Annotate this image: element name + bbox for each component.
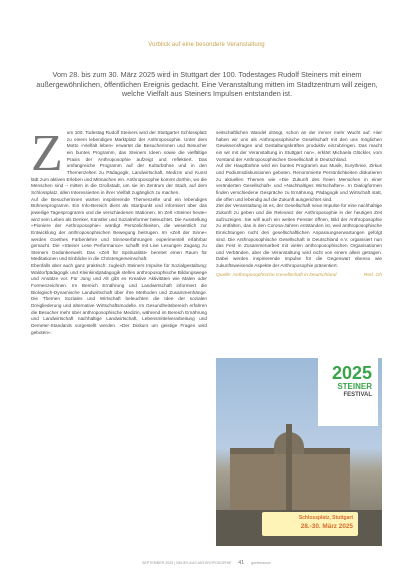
author: Red. Gh bbox=[363, 272, 382, 278]
paragraph: Ebenfalls aber auch ganz praktisch: zugleich Steiners Impulse für Sozialgestaltung: Waldorfpädagogik und Kleinkindpädagogik stellen anthroposophische Bildungswege und Ansätze vor. Für Jung und Alt gibt es Kreative Aktivitäten wie Malen oder Formenzeichnen. Im Bereich Ernährung und Landwirtschaft informiert die Biologisch-Dynamische Landwirtschaft über ihre Methoden und Zusammenhänge. Die Themen Soziales und Wirtschaft beleuchten die Idee der sozialen Dreigliederung und alternative Wirtschaftsmodelle. Im Gesundheitsbereich erfahren die Besucher mehr über anthroposophische Medizin, während im Bereich Ernährung und Landwirtschaft nachhaltige Landwirtschaft, Lebensmittelverarbeitung und Demeter-Standards vorgestellt werden. »Der Diskurs um geistige Fragen wird geboten«. bbox=[31, 263, 207, 335]
banner-place: Schlossplatz, Stuttgart bbox=[298, 515, 353, 521]
kicker: Vorblick auf eine besondere Veranstaltung bbox=[148, 42, 265, 48]
text-column-right bbox=[216, 130, 382, 279]
event-banner bbox=[262, 512, 358, 536]
festival-badge bbox=[318, 358, 378, 426]
column-monument bbox=[286, 424, 292, 510]
badge-name: STEINER bbox=[337, 382, 372, 391]
festival-photo bbox=[216, 358, 382, 546]
badge-festival: FESTIVAL bbox=[343, 392, 372, 398]
paragraph: Ziel der Veranstaltung ist es, der Gesellschaft neue Impulse für eine nachhaltige Zukunft zu geben und die Relevanz der Anthroposophie in der heutigen Zeit aufzuzeigen. Sie will auch ein weites Fenster öffnen, Bild der Anthroposophie zu entfalten, das in den Corona-Jahren entstanden ist, weil anthroposophische Einrichtungen nicht den gesellschaftlichen Anpassungserwartungen gefolgt sind. Die Anthroposophische Gesellschaft in Deutschland e.V. organisiert nun das Fest in Zusammenarbeit mit vielen anthroposophischen Organisationen und Verbänden, aber die Veranstaltung wird nicht von einem allein getragen. Dabei werden inspirierende Impulse für die Gegenwart ebenso wie zukunftsweisende Aspekte der Anthroposophie präsentiert. bbox=[216, 203, 382, 269]
paragraph: um 100. Todestag Rudolf Steiners wird der Stuttgarter Schlossplatz zu einem lebendigen Marktplatz der Anthroposophie. Unter dem Motto »Vielfalt leben« erwartet die Besucherinnen und Besucher ein buntes Programm, das Steiners Ideen sowie die vielfältige Praxis der Anthroposophie aufzeigt und reflektiert. Das umfangreiche Programm auf der Kulturbühne und in den Themenzelten zu Pädagogik, Landwirtschaft, Medizin und Kunst lädt zum aktiven Erleben und Mitmachen ein. Anthroposophie kommt dorthin, wo die Menschen sind – mitten in die Großstadt, um sie im Zentrum der Stadt, auf dem Schlossplatz, allen Interessierten in ihrer Vielfalt zugänglich zu machen. bbox=[31, 130, 207, 195]
source-line bbox=[216, 273, 382, 280]
paragraph: Auf der Hauptbühne wird ein buntes Programm aus Musik, Eurythmie, Zirkus und Podiumsdiskussionen geboten. Renommierte Persönlichkeiten diskutieren zu aktuellen Themen wie »Die Zukunft des freien Menschen in einer veränderten Gesellschaft« und »Nachhaltiges Wirtschaften«. In Dialogformen finden verschiedene Gespräche zu Ernährung, Pädagogik und Wirtschaft statt, die offen und lebendig auf die Zukunft ausgerichtet sind. bbox=[216, 163, 382, 202]
footer-right: goetheanum bbox=[250, 561, 271, 565]
paragraph: Auf die Besucherinnen warten inspirierende Themenzelte und ein lebendiges Bühnenprogramm. Ein Info-Bereich dient als Startpunkt und informiert über das jeweilige Tagesprogramm und die verschiedenen Stationen. Im Zelt »Steiner heute« wird sein Leben als Denker, Künstler und Sozialreformer beleuchtet. Die Ausstellung »Pioniere der Anthroposophie« würdigt Persönlichkeiten, die wesentlich zur Entwicklung der anthroposophischen Bewegung beitrugen. Im »Zelt der Sinne« werden Goethes Farbenlehre und Sinneserfahrungen experimentell erfahrbar gemacht. Die »Steiner Lese Performance« schafft mit Live Lesungen Zugang zu Steiners Gedankenwelt. Das »Zelt für Spiritualität« bereitet einen Raum für Meditationen und Einblicke in die Christengemeinschaft. bbox=[31, 196, 207, 262]
lead-paragraph: Vom 28. bis zum 30. März 2025 wird in Stuttgart der 100. Todestages Rudolf Steiners mit einem außergewöhnlichen, öffentlichen Ereignis gedacht. Eine Veranstaltung mitten im Stadtzentrum will zeigen, welche Vielfalt aus Steiners Impulsen entstanden ist. bbox=[36, 70, 378, 99]
page-number: 41 bbox=[238, 560, 244, 566]
banner-dates: 28.-30. März 2025 bbox=[300, 523, 353, 530]
drop-cap: Z bbox=[31, 125, 63, 182]
page-footer bbox=[0, 560, 413, 566]
paragraph: seitschaftlichen Wandel drängt, schon an der immer mehr Wucht auf. Hier haben wir uns als Anthroposophische Gesellschaft mit den uns möglichen Gewissensfragen und Gestaltungskräften produktiv einzubringen. Das macht ein wir mit der Veranstaltung in Stuttgart nun«, erklärt Michaela Glöckler, vom Vorstand der Anthroposophischen Gesellschaft in Deutschland. bbox=[216, 130, 382, 162]
source-text: Quelle: Anthroposophische Gesellschaft in Deutschland bbox=[216, 272, 337, 278]
text-column-left bbox=[31, 125, 207, 336]
badge-year: 2025 bbox=[331, 363, 372, 383]
footer-left: SEPTEMBER 2025 | NEUES AUS ANTHROPOSOPHIE bbox=[142, 561, 232, 565]
